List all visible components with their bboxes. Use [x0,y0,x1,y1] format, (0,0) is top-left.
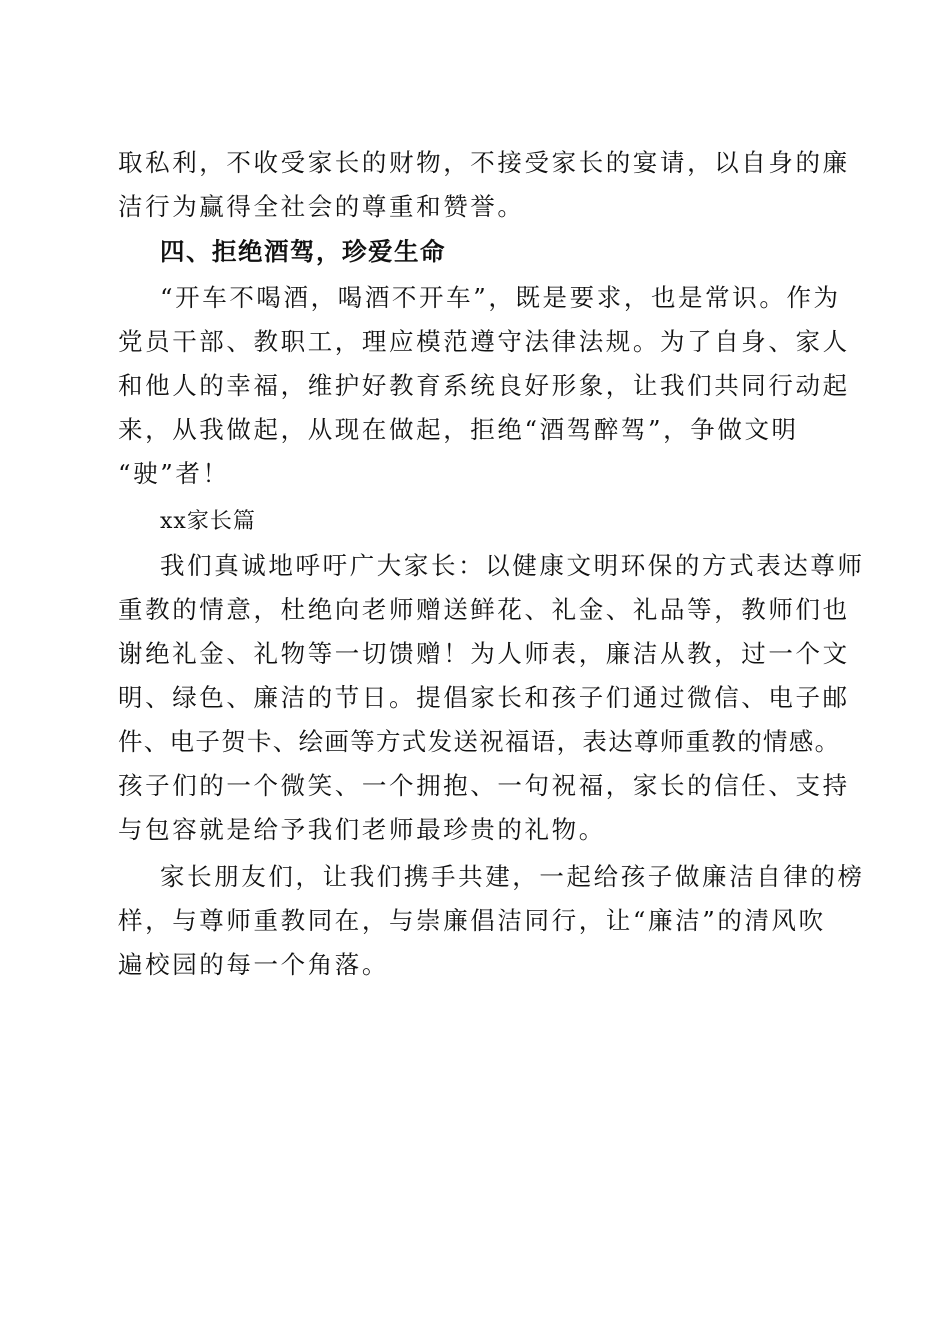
paragraph-line: 和他人的幸福，维护好教育系统良好形象，让我们共同行动起 [118,371,850,400]
paragraph-line: 孩子们的一个微笑、一个拥抱、一句祝福，家长的信任、支持 [118,771,850,800]
paragraph-line: 件、电子贺卡、绘画等方式发送祝福语，表达尊师重教的情感。 [118,727,841,756]
paragraph-line: 遍校园的每一个角落。 [118,950,389,979]
paragraph-line: 取私利，不收受家长的财物，不接受家长的宴请，以自身的廉 [118,148,850,177]
paragraph-line: 我们真诚地呼吁广大家长：以健康文明环保的方式表达尊师 [160,551,865,580]
paragraph-line: 洁行为赢得全社会的尊重和赞誉。 [118,192,525,221]
paragraph-line: 重教的情意，杜绝向老师赠送鲜花、礼金、礼品等，教师们也 [118,595,850,624]
subtitle: xx家长篇 [160,509,256,534]
paragraph-line: 与包容就是给予我们老师最珍贵的礼物。 [118,815,606,844]
section-heading: 四、拒绝酒驾，珍爱生命 [160,237,446,266]
paragraph-line: 家长朋友们，让我们携手共建，一起给孩子做廉洁自律的榜 [160,862,865,891]
paragraph-line: “驶”者！ [118,459,230,488]
paragraph-line: 党员干部、教职工，理应模范遵守法律法规。为了自身、家人 [118,327,850,356]
paragraph-line: “开车不喝酒，喝酒不开车”，既是要求，也是常识。作为 [160,283,841,312]
paragraph-line: 样，与尊师重教同在，与崇廉倡洁同行，让“廉洁”的清风吹 [118,906,826,935]
paragraph-line: 来，从我做起，从现在做起，拒绝“酒驾醉驾”，争做文明 [118,415,799,444]
paragraph-line: 明、绿色、廉洁的节日。提倡家长和孩子们通过微信、电子邮 [118,683,850,712]
paragraph-line: 谢绝礼金、礼物等一切馈赠！为人师表，廉洁从教，过一个文 [118,639,850,668]
